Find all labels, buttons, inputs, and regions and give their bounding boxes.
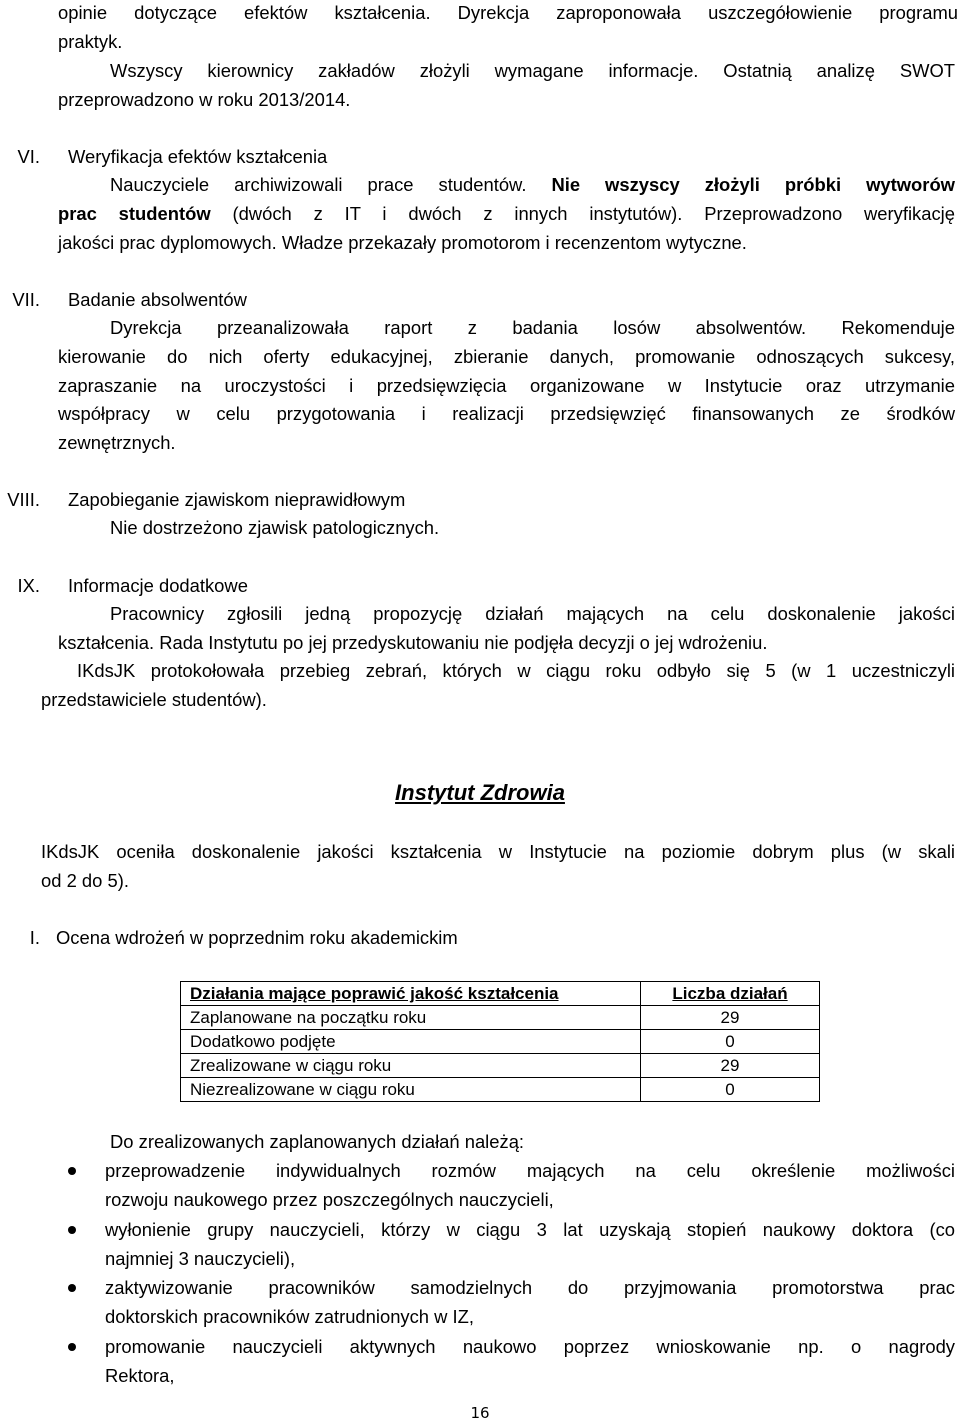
table-row-label: Zrealizowane w ciągu roku bbox=[181, 1054, 641, 1078]
section-8-title: Zapobieganie zjawiskom nieprawidłowym bbox=[68, 489, 406, 510]
section-9-line-2: kształcenia. Rada Instytutu po jej przedyskutowaniu nie podjęła decyzji o jej wdrożeniu. bbox=[58, 632, 768, 653]
table-header-actions: Działania mające poprawić jakość kształcenia bbox=[181, 982, 641, 1006]
bullet-icon bbox=[68, 1167, 76, 1175]
section-6-title: Weryfikacja efektów kształcenia bbox=[68, 146, 328, 167]
bullet-icon bbox=[68, 1226, 76, 1234]
section-6-line-2-bold: prac studentów bbox=[58, 203, 211, 224]
table-header-count: Liczba działań bbox=[641, 982, 820, 1006]
section-7-line-2: kierowanie do nich oferty edukacyjnej, zbieranie danych, promowanie odnoszących sukcesy, bbox=[58, 346, 955, 367]
list-item-4-line-2: Rektora, bbox=[105, 1365, 175, 1386]
intro-line-2: praktyk. bbox=[58, 31, 123, 52]
section-6-line-3: jakości prac dyplomowych. Władze przekazały promotorom i recenzentom wytyczne. bbox=[58, 232, 747, 253]
section-1-title: Ocena wdrożeń w poprzednim roku akademickim bbox=[56, 927, 458, 948]
section-7-number: VII. bbox=[12, 289, 40, 310]
institute-heading: Instytut Zdrowia bbox=[395, 780, 565, 805]
section-6-line-1-bold: Nie wszyscy złożyli próbki wytworów bbox=[551, 174, 955, 195]
table-row bbox=[181, 1030, 820, 1054]
list-item-2-line-1: wyłonienie grupy nauczycieli, którzy w ciągu 3 lat uzyskają stopień naukowy doktora (co bbox=[105, 1219, 955, 1240]
table-row-label: Zaplanowane na początku roku bbox=[181, 1006, 641, 1030]
section-9-line-1: Pracownicy zgłosili jedną propozycję działań mających na celu doskonalenie jakości bbox=[110, 603, 955, 624]
section-7-title: Badanie absolwentów bbox=[68, 289, 247, 310]
section-6-line-2 bbox=[58, 203, 955, 225]
section-9-line-4: przedstawiciele studentów). bbox=[41, 689, 267, 710]
table-row bbox=[181, 1006, 820, 1030]
table-row-value: 0 bbox=[641, 1078, 820, 1102]
list-item-2-line-2: najmniej 3 nauczycieli), bbox=[105, 1248, 296, 1269]
table-row-value: 29 bbox=[641, 1054, 820, 1078]
table-row-label: Dodatkowo podjęte bbox=[181, 1030, 641, 1054]
page-number: 16 bbox=[470, 1404, 490, 1422]
table-row bbox=[181, 1078, 820, 1102]
section-8-number: VIII. bbox=[7, 489, 40, 510]
table-row bbox=[181, 1054, 820, 1078]
intro-line-4: przeprowadzono w roku 2013/2014. bbox=[58, 89, 351, 110]
section-6-line-1 bbox=[110, 174, 955, 196]
table-header-row bbox=[181, 982, 820, 1006]
section-7-line-3: zapraszanie na uroczystości i przedsięwzięcia organizowane w Instytucie oraz utrzymanie bbox=[58, 375, 955, 396]
intro-line-3: Wszyscy kierownicy zakładów złożyli wymagane informacje. Ostatnią analizę SWOT bbox=[110, 60, 955, 81]
list-item-1-line-1: przeprowadzenie indywidualnych rozmów mających na celu określenie możliwości bbox=[105, 1160, 955, 1181]
section-7-line-5: zewnętrznych. bbox=[58, 432, 176, 453]
section-7-line-4: współpracy w celu przygotowania i realizacji przedsięwzięć finansowanych ze środków bbox=[58, 403, 955, 424]
section-9-line-3: IKdsJK protokołowała przebieg zebrań, których w ciągu roku odbyło się 5 (w 1 uczestniczyli bbox=[77, 660, 955, 681]
section-6-line-1-normal: Nauczyciele archiwizowali prace studentów. bbox=[110, 174, 552, 195]
list-item-3-line-1: zaktywizowanie pracowników samodzielnych do przyjmowania promotorstwa prac bbox=[105, 1277, 955, 1298]
list-intro: Do zrealizowanych zaplanowanych działań należą: bbox=[110, 1131, 525, 1152]
list-item-3-line-2: doktorskich pracowników zatrudnionych w IZ, bbox=[105, 1306, 474, 1327]
bullet-icon bbox=[68, 1343, 76, 1351]
table-row-value: 29 bbox=[641, 1006, 820, 1030]
table-row-label: Niezrealizowane w ciągu roku bbox=[181, 1078, 641, 1102]
section-9-title: Informacje dodatkowe bbox=[68, 575, 248, 596]
institute-paragraph-line-2: od 2 do 5). bbox=[41, 870, 129, 891]
actions-table bbox=[180, 981, 820, 1102]
section-9-number: IX. bbox=[17, 575, 40, 596]
section-7-line-1: Dyrekcja przeanalizowała raport z badania losów absolwentów. Rekomenduje bbox=[110, 317, 955, 338]
list-item-1-line-2: rozwoju naukowego przez poszczególnych nauczycieli, bbox=[105, 1189, 554, 1210]
bullet-icon bbox=[68, 1284, 76, 1292]
section-6-number: VI. bbox=[17, 146, 40, 167]
institute-paragraph-line-1: IKdsJK oceniła doskonalenie jakości kształcenia w Instytucie na poziomie dobrym plus (w skali bbox=[41, 841, 955, 862]
section-1-number: I. bbox=[29, 927, 40, 948]
section-6-line-2-normal: (dwóch z IT i dwóch z innych instytutów). Przeprowadzono weryfikację bbox=[210, 203, 955, 224]
table-row-value: 0 bbox=[641, 1030, 820, 1054]
intro-line-1: opinie dotyczące efektów kształcenia. Dyrekcja zaproponowała uszczegółowienie programu bbox=[58, 2, 958, 23]
section-8-line-1: Nie dostrzeżono zjawisk patologicznych. bbox=[110, 517, 440, 538]
list-item-4-line-1: promowanie nauczycieli aktywnych naukowo poprzez wnioskowanie np. o nagrody bbox=[105, 1336, 955, 1357]
